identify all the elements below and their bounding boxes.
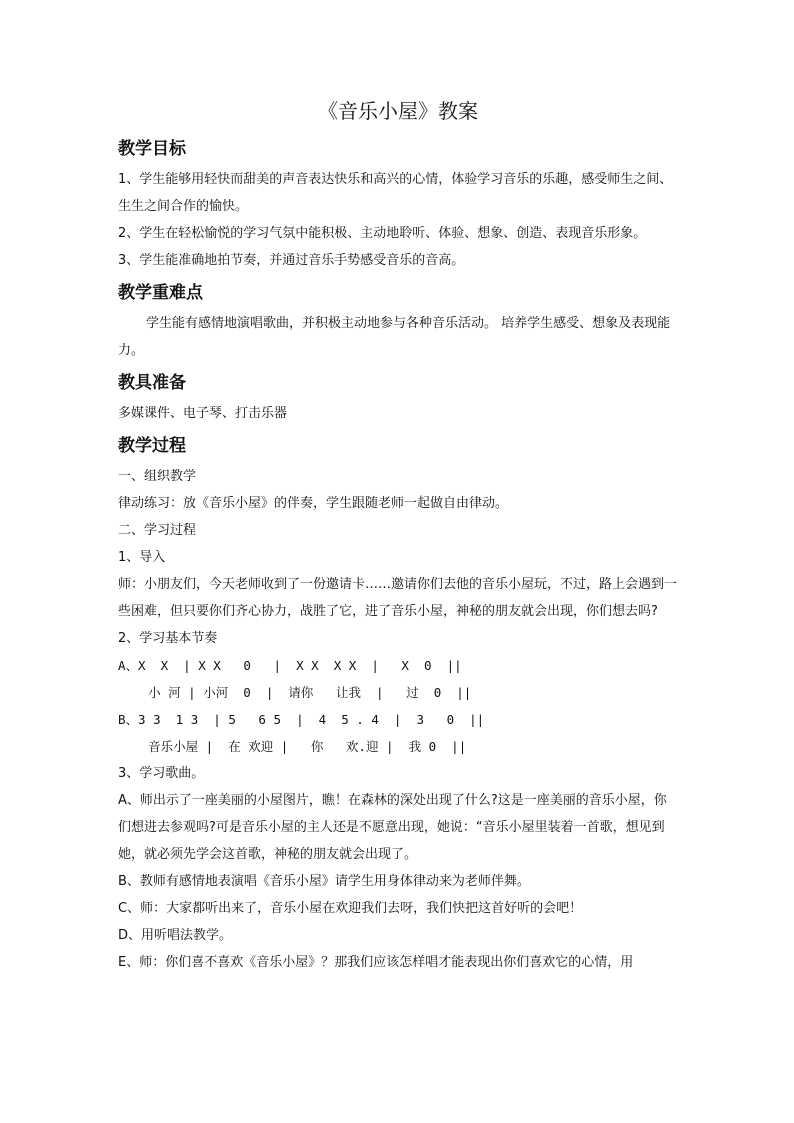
process-line: 2、学习基本节奏 xyxy=(118,631,218,646)
goal-item: 1、学生能够用轻快而甜美的声音表达快乐和高兴的心情，体验学习音乐的乐趣，感受师生之间、生生之间合作的愉快。 xyxy=(118,172,673,214)
document-content xyxy=(118,98,678,976)
process-line: C、师：大家都听出来了，音乐小屋在欢迎我们去呀，我们快把这首好听的会吧！ xyxy=(118,901,583,916)
process-line: D、用听唱法教学。 xyxy=(118,928,233,943)
document-title: 《音乐小屋》教案 xyxy=(318,99,478,123)
process-line: 一、组织教学 xyxy=(118,469,197,484)
rhythm-line: A、X X | X X 0 | X X X X | X 0 || xyxy=(118,658,462,673)
process-line: B、教师有感情地表演唱《音乐小屋》请学生用身体律动来为老师伴舞。 xyxy=(118,874,530,889)
process-line: E、师：你们喜不喜欢《音乐小屋》？那我们应该怎样唱才能表现出你们喜欢它的心情，用 xyxy=(118,955,634,970)
process-line: 二、学习过程 xyxy=(118,523,197,538)
rhythm-line: B、3 3 1 3 | 5 6 5 | 4 5 . 4 | 3 0 || xyxy=(118,712,485,727)
process-line: 师：小朋友们，今天老师收到了一份邀请卡……邀请你们去他的音乐小屋玩，不过，路上会遇到一些困难，但只要你们齐心协力，战胜了它，进了音乐小屋，神秘的朋友就会出现，你们想去吗? xyxy=(118,577,678,619)
process-line: 3、学习歌曲。 xyxy=(118,766,205,781)
process-line: 1、导入 xyxy=(118,550,166,565)
rhythm-lyrics: 音乐小屋 | 在 欢迎 | 你 欢.迎 | 我 0 || xyxy=(118,739,467,754)
process-line: 律动练习：放《音乐小屋》的伴奏，学生跟随老师一起做自由律动。 xyxy=(118,496,509,511)
section-heading-goals: 教学目标 xyxy=(118,139,186,159)
key-points-text: 学生能有感情地演唱歌曲，并积极主动地参与各种音乐活动。 培养学生感受、想象及表现能力。 xyxy=(118,316,671,358)
section-heading-materials: 教具准备 xyxy=(118,373,186,393)
goal-item: 2、学生在轻松愉悦的学习气氛中能积极、主动地聆听、体验、想象、创造、表现音乐形象。 xyxy=(118,226,647,241)
process-line: A、师出示了一座美丽的小屋图片，瞧！在森林的深处出现了什么?这是一座美丽的音乐小屋，你们想进去参观吗?可是音乐小屋的主人还是不愿意出现，她说：“音乐小屋里装着一首歌，想见到她，就必须先学会这首歌，神秘的朋友就会出现了。 xyxy=(118,793,667,862)
section-heading-key-points: 教学重难点 xyxy=(118,283,203,303)
rhythm-lyrics: 小 河 | 小河 0 | 请你 让我 | 过 0 || xyxy=(118,685,472,700)
goal-item: 3、学生能准确地拍节奏，并通过音乐手势感受音乐的音高。 xyxy=(118,253,465,268)
section-heading-process: 教学过程 xyxy=(118,436,186,456)
materials-text: 多媒课件、电子琴、打击乐器 xyxy=(118,406,288,421)
